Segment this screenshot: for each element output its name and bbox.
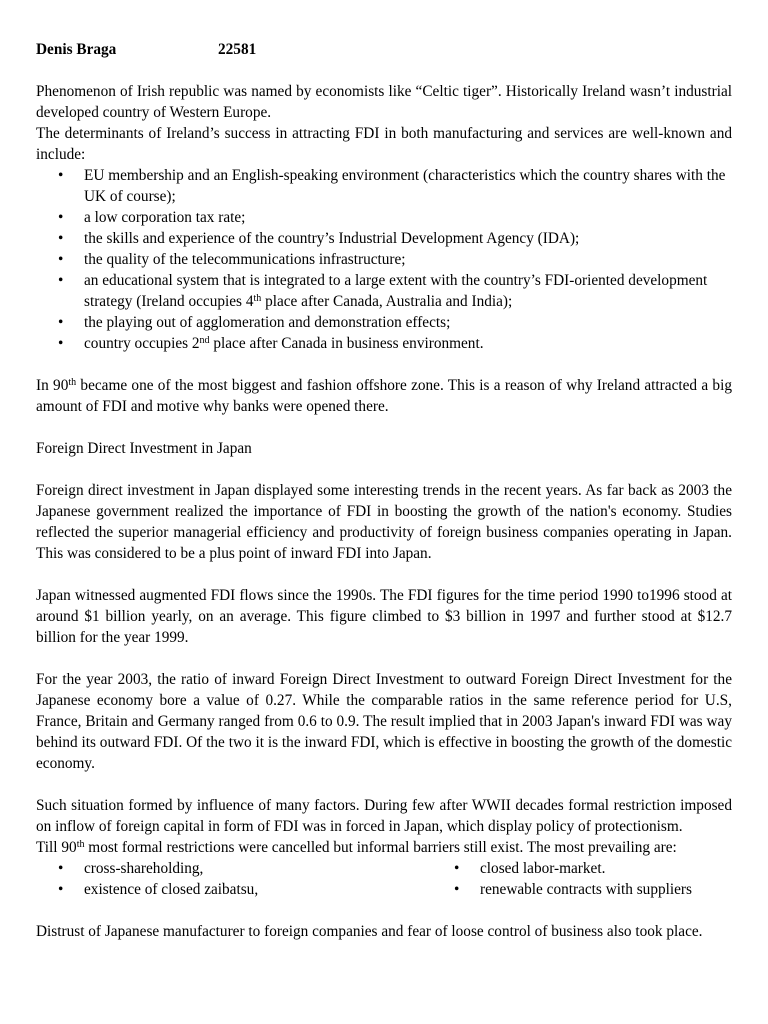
spacer (36, 564, 732, 585)
list-item-text: country occupies 2 (84, 335, 200, 352)
list-item: • renewable contracts with suppliers (432, 879, 732, 900)
paragraph-text: most formal restrictions were cancelled but informal barriers still exist. The most prevailing are: (84, 839, 677, 856)
ireland-determinants-intro: The determinants of Ireland’s success in attracting FDI in both manufacturing and services are well-known and include: (36, 125, 732, 163)
barriers-list (36, 858, 732, 900)
list-item: • existence of closed zaibatsu, (36, 879, 432, 900)
ordinal-suffix: nd (199, 335, 210, 346)
ordinal-suffix: th (253, 293, 262, 304)
paragraph-text: In 90 (36, 377, 69, 394)
document-header (36, 39, 732, 60)
author-name: Denis Braga (36, 41, 117, 58)
list-item (36, 333, 732, 354)
spacer (36, 774, 732, 795)
japan-paragraph-4: Such situation formed by influence of many factors. During few after WWII decades formal restriction imposed on inflow of foreign capital in form of FDI was in forced in Japan, which display policy of protectionism. (36, 797, 732, 835)
list-item: • the playing out of agglomeration and demonstration effects; (36, 312, 732, 333)
ordinal-suffix: th (76, 839, 85, 850)
list-item: • a low corporation tax rate; (36, 207, 732, 228)
list-item: • EU membership and an English-speaking environment (characteristics which the country shares with the UK of course); (36, 165, 732, 207)
paragraph-text: Till 90 (36, 839, 77, 856)
japan-section-title: Foreign Direct Investment in Japan (36, 440, 252, 457)
paragraph-text: became one of the most biggest and fashion offshore zone. This is a reason of why Ireland attracted a big amount of FDI and motive why banks were opened there. (36, 377, 732, 415)
barriers-list-right (432, 858, 732, 900)
japan-paragraph-5 (36, 837, 732, 858)
spacer (36, 900, 732, 921)
student-id: 22581 (218, 41, 257, 58)
barriers-list-left (36, 858, 432, 900)
list-item-text: place after Canada, Australia and India); (261, 293, 513, 310)
list-item: • cross-shareholding, (36, 858, 432, 879)
document-page (36, 39, 732, 942)
spacer (36, 648, 732, 669)
list-item: • closed labor-market. (432, 858, 732, 879)
list-item (36, 270, 732, 312)
japan-paragraph-2: Japan witnessed augmented FDI flows since the 1990s. The FDI figures for the time period 1990 to1996 stood at around $1 billion yearly, on an average. This figure climbed to $3 billion in 1997 and further stood at $12.7 billion for the year 1999. (36, 587, 732, 646)
spacer (36, 417, 732, 438)
spacer (36, 354, 732, 375)
list-item: • the skills and experience of the country’s Industrial Development Agency (IDA); (36, 228, 732, 249)
list-item-text: place after Canada in business environment. (209, 335, 484, 352)
japan-paragraph-1: Foreign direct investment in Japan displayed some interesting trends in the recent years. As far back as 2003 the Japanese government realized the importance of FDI in boosting the growth of the nation's economy. Studies reflected the superior managerial efficiency and productivity of foreign business companies operating in Japan. This was considered to be a plus point of inward FDI into Japan. (36, 482, 732, 562)
ireland-offshore-paragraph (36, 375, 732, 417)
list-item: • the quality of the telecommunications infrastructure; (36, 249, 732, 270)
spacer (36, 459, 732, 480)
ireland-intro: Phenomenon of Irish republic was named by economists like “Celtic tiger”. Historically Ireland wasn’t industrial developed country of Western Europe. (36, 83, 732, 121)
spacer (36, 60, 732, 81)
japan-paragraph-3: For the year 2003, the ratio of inward Foreign Direct Investment to outward Foreign Direct Investment for the Japanese economy bore a value of 0.27. While the comparable ratios in the same reference period for U.S, France, Britain and Germany ranged from 0.6 to 0.9. The result implied that in 2003 Japan's inward FDI was way behind its outward FDI. Of the two it is the inward FDI, which is effective in boosting the growth of the domestic economy. (36, 671, 732, 772)
list-item-text: an educational system that is integrated to a large extent with the country’s FDI-oriented development strategy (Ireland occupies 4 (84, 272, 708, 310)
ireland-determinants-list (36, 165, 732, 354)
japan-paragraph-6: Distrust of Japanese manufacturer to foreign companies and fear of loose control of business also took place. (36, 923, 703, 940)
ordinal-suffix: th (68, 377, 77, 388)
